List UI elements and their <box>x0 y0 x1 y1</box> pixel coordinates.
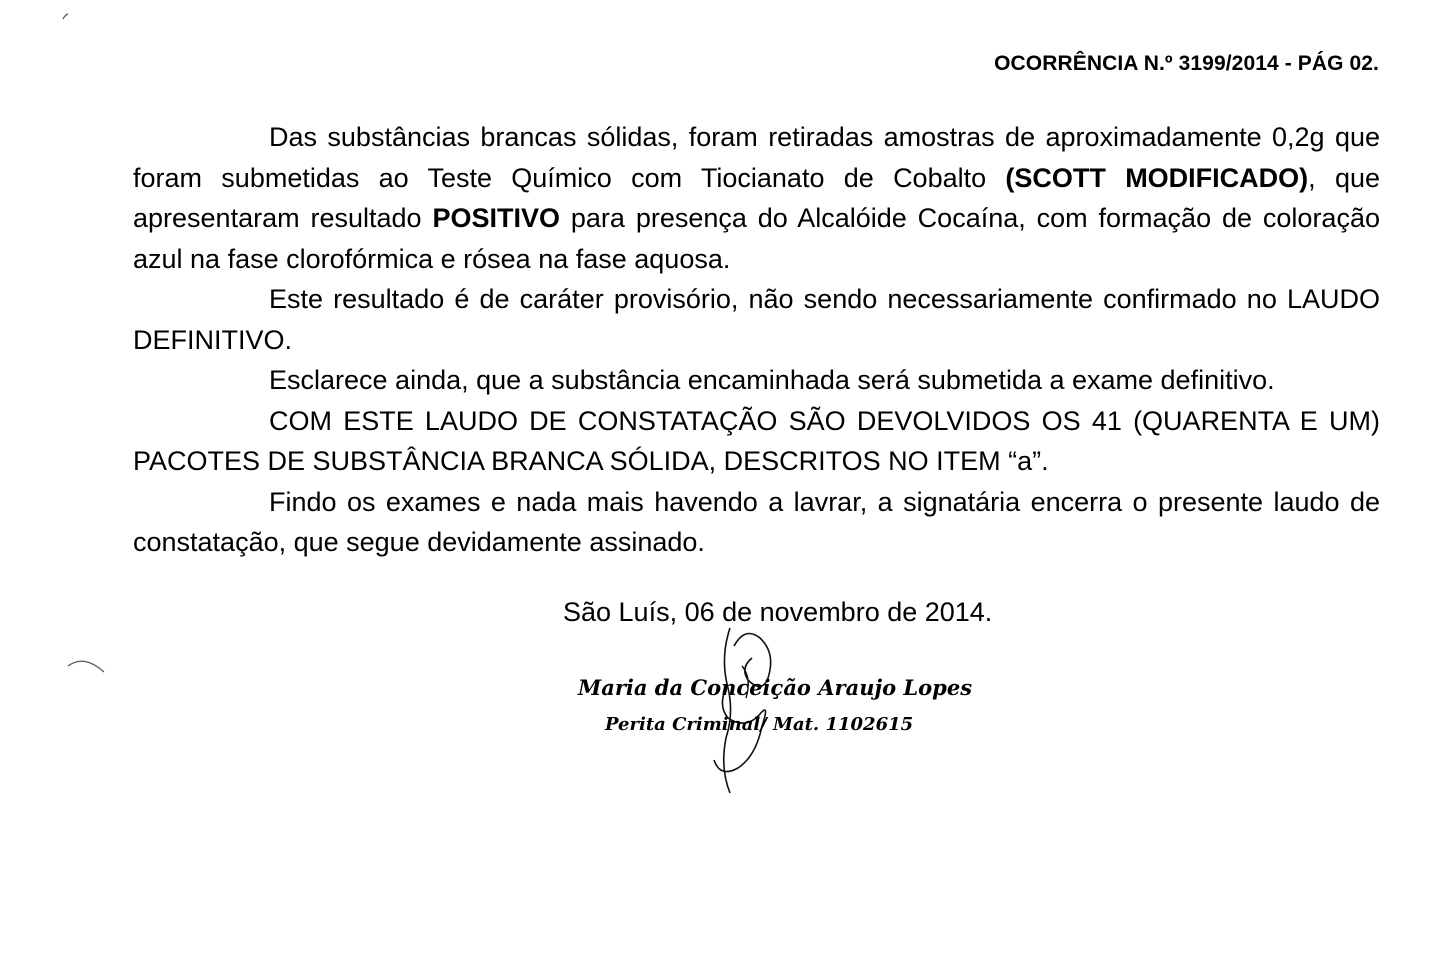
paragraph1-text-a: Das substâncias brancas sólidas, foram retiradas amostras de aproximadamente 0,2g que foram submetidas ao Teste Químico com Tiocianato de Cobalto <box>133 122 1380 193</box>
handwritten-signature <box>690 618 800 798</box>
signatory-name: Maria da Conceição Araujo Lopes <box>578 675 973 700</box>
page-reference-header: OCORRÊNCIA N.º 3199/2014 - PÁG 02. <box>994 52 1379 75</box>
paragraph1-text-b: , que apresentaram resultado <box>133 162 1381 233</box>
date-line: São Luís, 06 de novembro de 2014. <box>563 597 993 627</box>
paragraph-returned-packages: COM ESTE LAUDO DE CONSTATAÇÃO SÃO DEVOLVIDOS OS 41 (QUARENTA E UM) PACOTES DE SUBSTÂNCIA BRANCA SÓLIDA, DESCRITOS NO ITEM “a”. <box>133 405 1380 476</box>
paragraph-closing: Findo os exames e nada mais havendo a lavrar, a signatária encerra o presente laudo de constatação, que segue devidamente assinado. <box>133 486 1380 557</box>
paragraph-definitive-exam: Esclarece ainda, que a substância encaminhada será submetida a exame definitivo. <box>269 365 1275 395</box>
paragraph-scott-test <box>133 117 1380 279</box>
paragraph1-bold-method: (SCOTT MODIFICADO) <box>1005 162 1309 193</box>
paragraph1-bold-result: POSITIVO <box>432 203 560 233</box>
paragraph-provisional-result: Este resultado é de caráter provisório, não sendo necessariamente confirmado no LAUDO DEFINITIVO. <box>133 284 1380 355</box>
scan-margin-mark <box>66 652 110 678</box>
signatory-role: Perita Criminal/ Mat. 1102615 <box>605 714 914 735</box>
scan-speck-mark <box>60 10 72 22</box>
paragraph1-text-c: para presença do Alcalóide Cocaína, com formação de coloração azul na fase clorofórmica e rósea na fase aquosa. <box>133 203 1380 274</box>
report-body <box>133 117 1380 563</box>
